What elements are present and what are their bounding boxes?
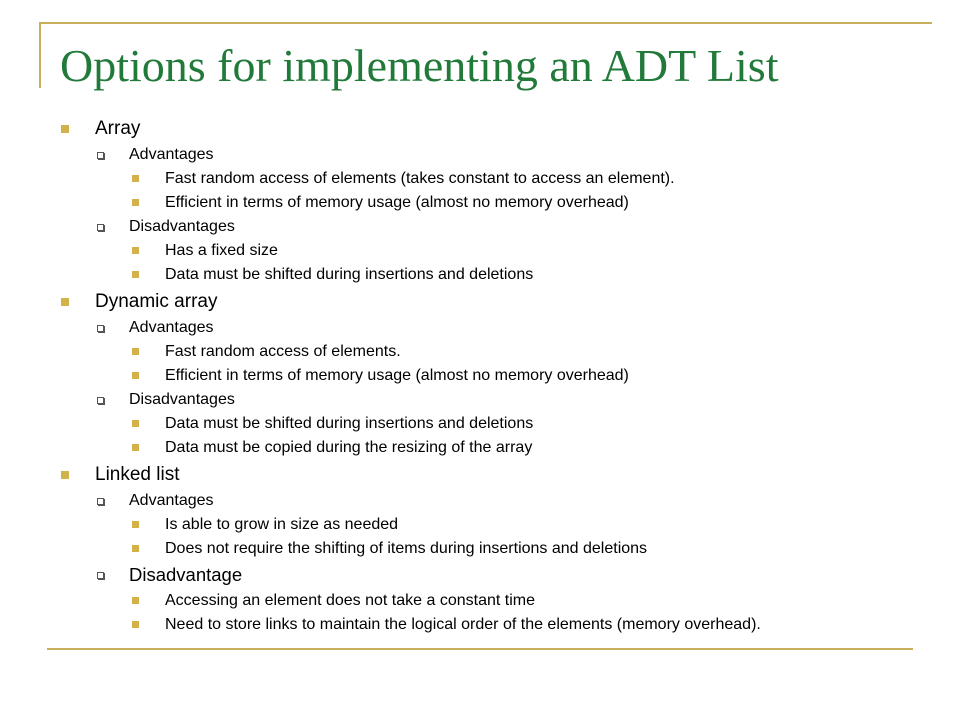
square-bullet-icon: [61, 298, 69, 306]
section-array: [0, 114, 960, 143]
square-bullet-icon: [61, 125, 69, 133]
list-item: [0, 589, 960, 613]
square-bullet-icon: [132, 348, 139, 355]
square-bullet-icon: [132, 372, 139, 379]
square-bullet-icon: [132, 271, 139, 278]
section-label: Dynamic array: [95, 291, 218, 312]
advantages-label: Advantages: [129, 319, 214, 336]
advantages-heading: [0, 316, 960, 340]
section-linked-list: [0, 460, 960, 489]
list-item-text: Need to store links to maintain the logical order of the elements (memory overhead).: [165, 616, 761, 633]
list-item: [0, 167, 960, 191]
disadvantages-heading: [0, 388, 960, 412]
square-bullet-icon: [132, 521, 139, 528]
list-item: [0, 613, 960, 637]
square-bullet-icon: [61, 471, 69, 479]
list-item-text: Data must be shifted during insertions and deletions: [165, 415, 534, 432]
advantages-label: Advantages: [129, 492, 214, 509]
square-bullet-icon: [132, 597, 139, 604]
list-item-text: Fast random access of elements.: [165, 343, 401, 360]
list-item: [0, 340, 960, 364]
list-item: [0, 513, 960, 537]
list-item-text: Data must be copied during the resizing of the array: [165, 439, 533, 456]
list-item-text: Is able to grow in size as needed: [165, 516, 399, 533]
square-bullet-icon: [132, 420, 139, 427]
disadvantages-label: Disadvantage: [129, 564, 243, 585]
section-label: Array: [95, 118, 141, 139]
disadvantages-heading: [0, 215, 960, 239]
section-label: Linked list: [95, 464, 180, 485]
list-item: [0, 412, 960, 436]
list-item-text: Does not require the shifting of items during insertions and deletions: [165, 540, 648, 557]
square-bullet-icon: [132, 247, 139, 254]
frame-left-rule: [39, 22, 41, 88]
list-item-text: Efficient in terms of memory usage (almost no memory overhead): [165, 367, 629, 384]
hollow-square-bullet-icon: [97, 152, 104, 159]
hollow-square-bullet-icon: [97, 325, 104, 332]
list-item: [0, 537, 960, 561]
bullet-list: [0, 114, 960, 637]
hollow-square-bullet-icon: [97, 572, 104, 579]
list-item: [0, 436, 960, 460]
advantages-heading: [0, 489, 960, 513]
square-bullet-icon: [132, 199, 139, 206]
advantages-heading: [0, 143, 960, 167]
square-bullet-icon: [132, 621, 139, 628]
list-item: [0, 364, 960, 388]
hollow-square-bullet-icon: [97, 397, 104, 404]
frame-bottom-rule: [47, 648, 913, 650]
square-bullet-icon: [132, 444, 139, 451]
square-bullet-icon: [132, 175, 139, 182]
list-item-text: Has a fixed size: [165, 242, 278, 259]
disadvantages-label: Disadvantages: [129, 218, 235, 235]
square-bullet-icon: [132, 545, 139, 552]
list-item-text: Data must be shifted during insertions and deletions: [165, 266, 534, 283]
hollow-square-bullet-icon: [97, 224, 104, 231]
disadvantages-label: Disadvantages: [129, 391, 235, 408]
advantages-label: Advantages: [129, 146, 214, 163]
list-item-text: Fast random access of elements (takes constant to access an element).: [165, 170, 675, 187]
list-item: [0, 239, 960, 263]
list-item-text: Efficient in terms of memory usage (almost no memory overhead): [165, 194, 629, 211]
list-item: [0, 191, 960, 215]
section-dynamic-array: [0, 287, 960, 316]
hollow-square-bullet-icon: [97, 498, 104, 505]
list-item-text: Accessing an element does not take a constant time: [165, 592, 535, 609]
disadvantages-heading: [0, 561, 960, 589]
frame-top-rule: [39, 22, 932, 24]
list-item: [0, 263, 960, 287]
slide-title: Options for implementing an ADT List: [60, 40, 779, 91]
